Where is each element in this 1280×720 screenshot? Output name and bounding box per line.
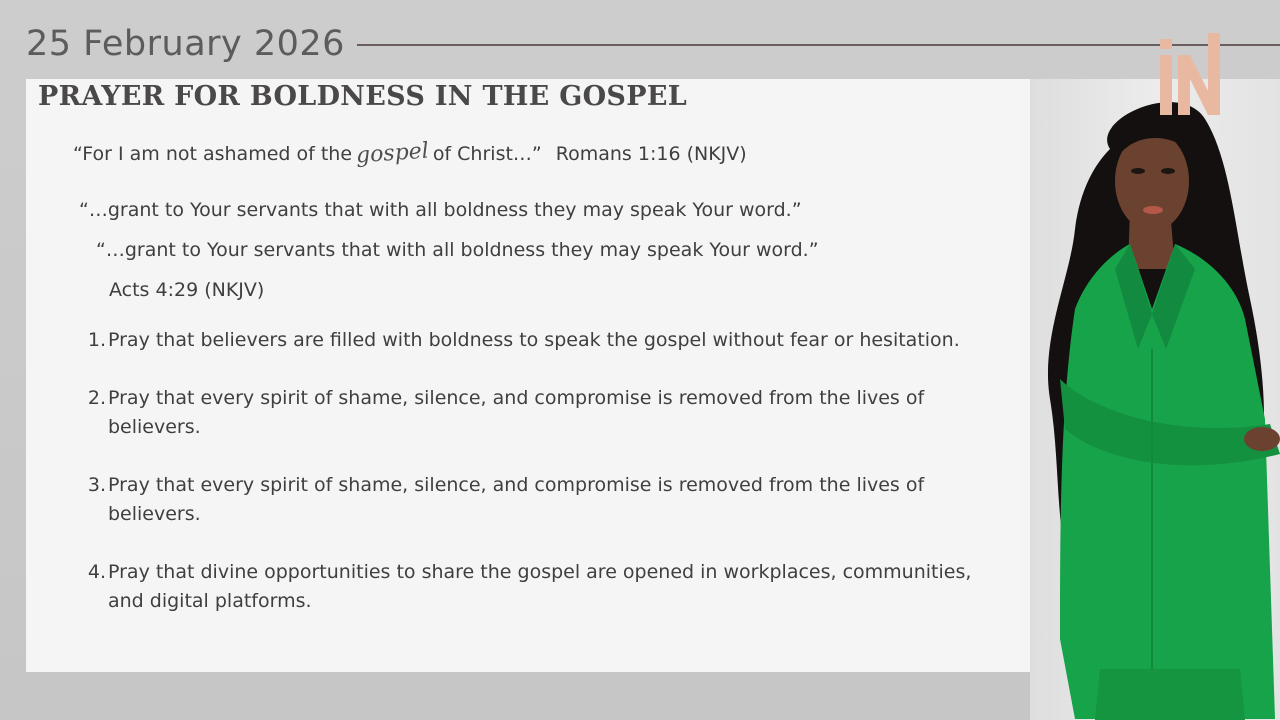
- prayer-item: [84, 326, 1004, 355]
- presenter-illustration: [1030, 79, 1280, 720]
- header-divider: [357, 44, 1280, 46]
- prayer-number: 1.: [87, 329, 106, 351]
- verse-romans-reference: Romans 1:16 (NKJV): [555, 143, 747, 165]
- verse-acts-reference: Acts 4:29 (NKJV): [109, 279, 265, 301]
- prayer-text: Pray that every spirit of shame, silence, and compromise is removed from the lives of believers.: [108, 474, 925, 525]
- presenter-photo: [1030, 79, 1280, 720]
- slide-date: 25 February 2026: [26, 24, 345, 64]
- prayer-text: Pray that divine opportunities to share the gospel are opened in workplaces, communities, and digital platforms.: [108, 561, 972, 612]
- verse-romans-script-word: gospel: [355, 138, 430, 169]
- verse-romans-text-start: “For I am not ashamed of the: [73, 143, 353, 165]
- verse-romans-text-end: of Christ…”: [432, 143, 542, 165]
- prayer-list: [84, 326, 1004, 645]
- prayer-item: [84, 471, 1004, 529]
- verse-acts-line-2: “…grant to Your servants that with all boldness they may speak Your word.”: [96, 239, 819, 261]
- prayer-text: Pray that believers are filled with boldness to speak the gospel without fear or hesitation.: [108, 329, 960, 351]
- prayer-text: Pray that every spirit of shame, silence, and compromise is removed from the lives of believers.: [108, 387, 925, 438]
- verse-acts-line-1: “…grant to Your servants that with all boldness they may speak Your word.”: [79, 199, 802, 221]
- prayer-number: 3.: [87, 474, 106, 496]
- prayer-item: [84, 384, 1004, 442]
- prayer-number: 2.: [87, 387, 106, 409]
- prayer-number: 4.: [87, 561, 106, 583]
- in-monogram-logo-icon: [1160, 33, 1222, 115]
- verse-romans: [73, 138, 747, 169]
- prayer-item: [84, 558, 1004, 616]
- prayer-card: [26, 79, 1030, 672]
- page-title: PRAYER FOR BOLDNESS IN THE GOSPEL: [38, 81, 688, 112]
